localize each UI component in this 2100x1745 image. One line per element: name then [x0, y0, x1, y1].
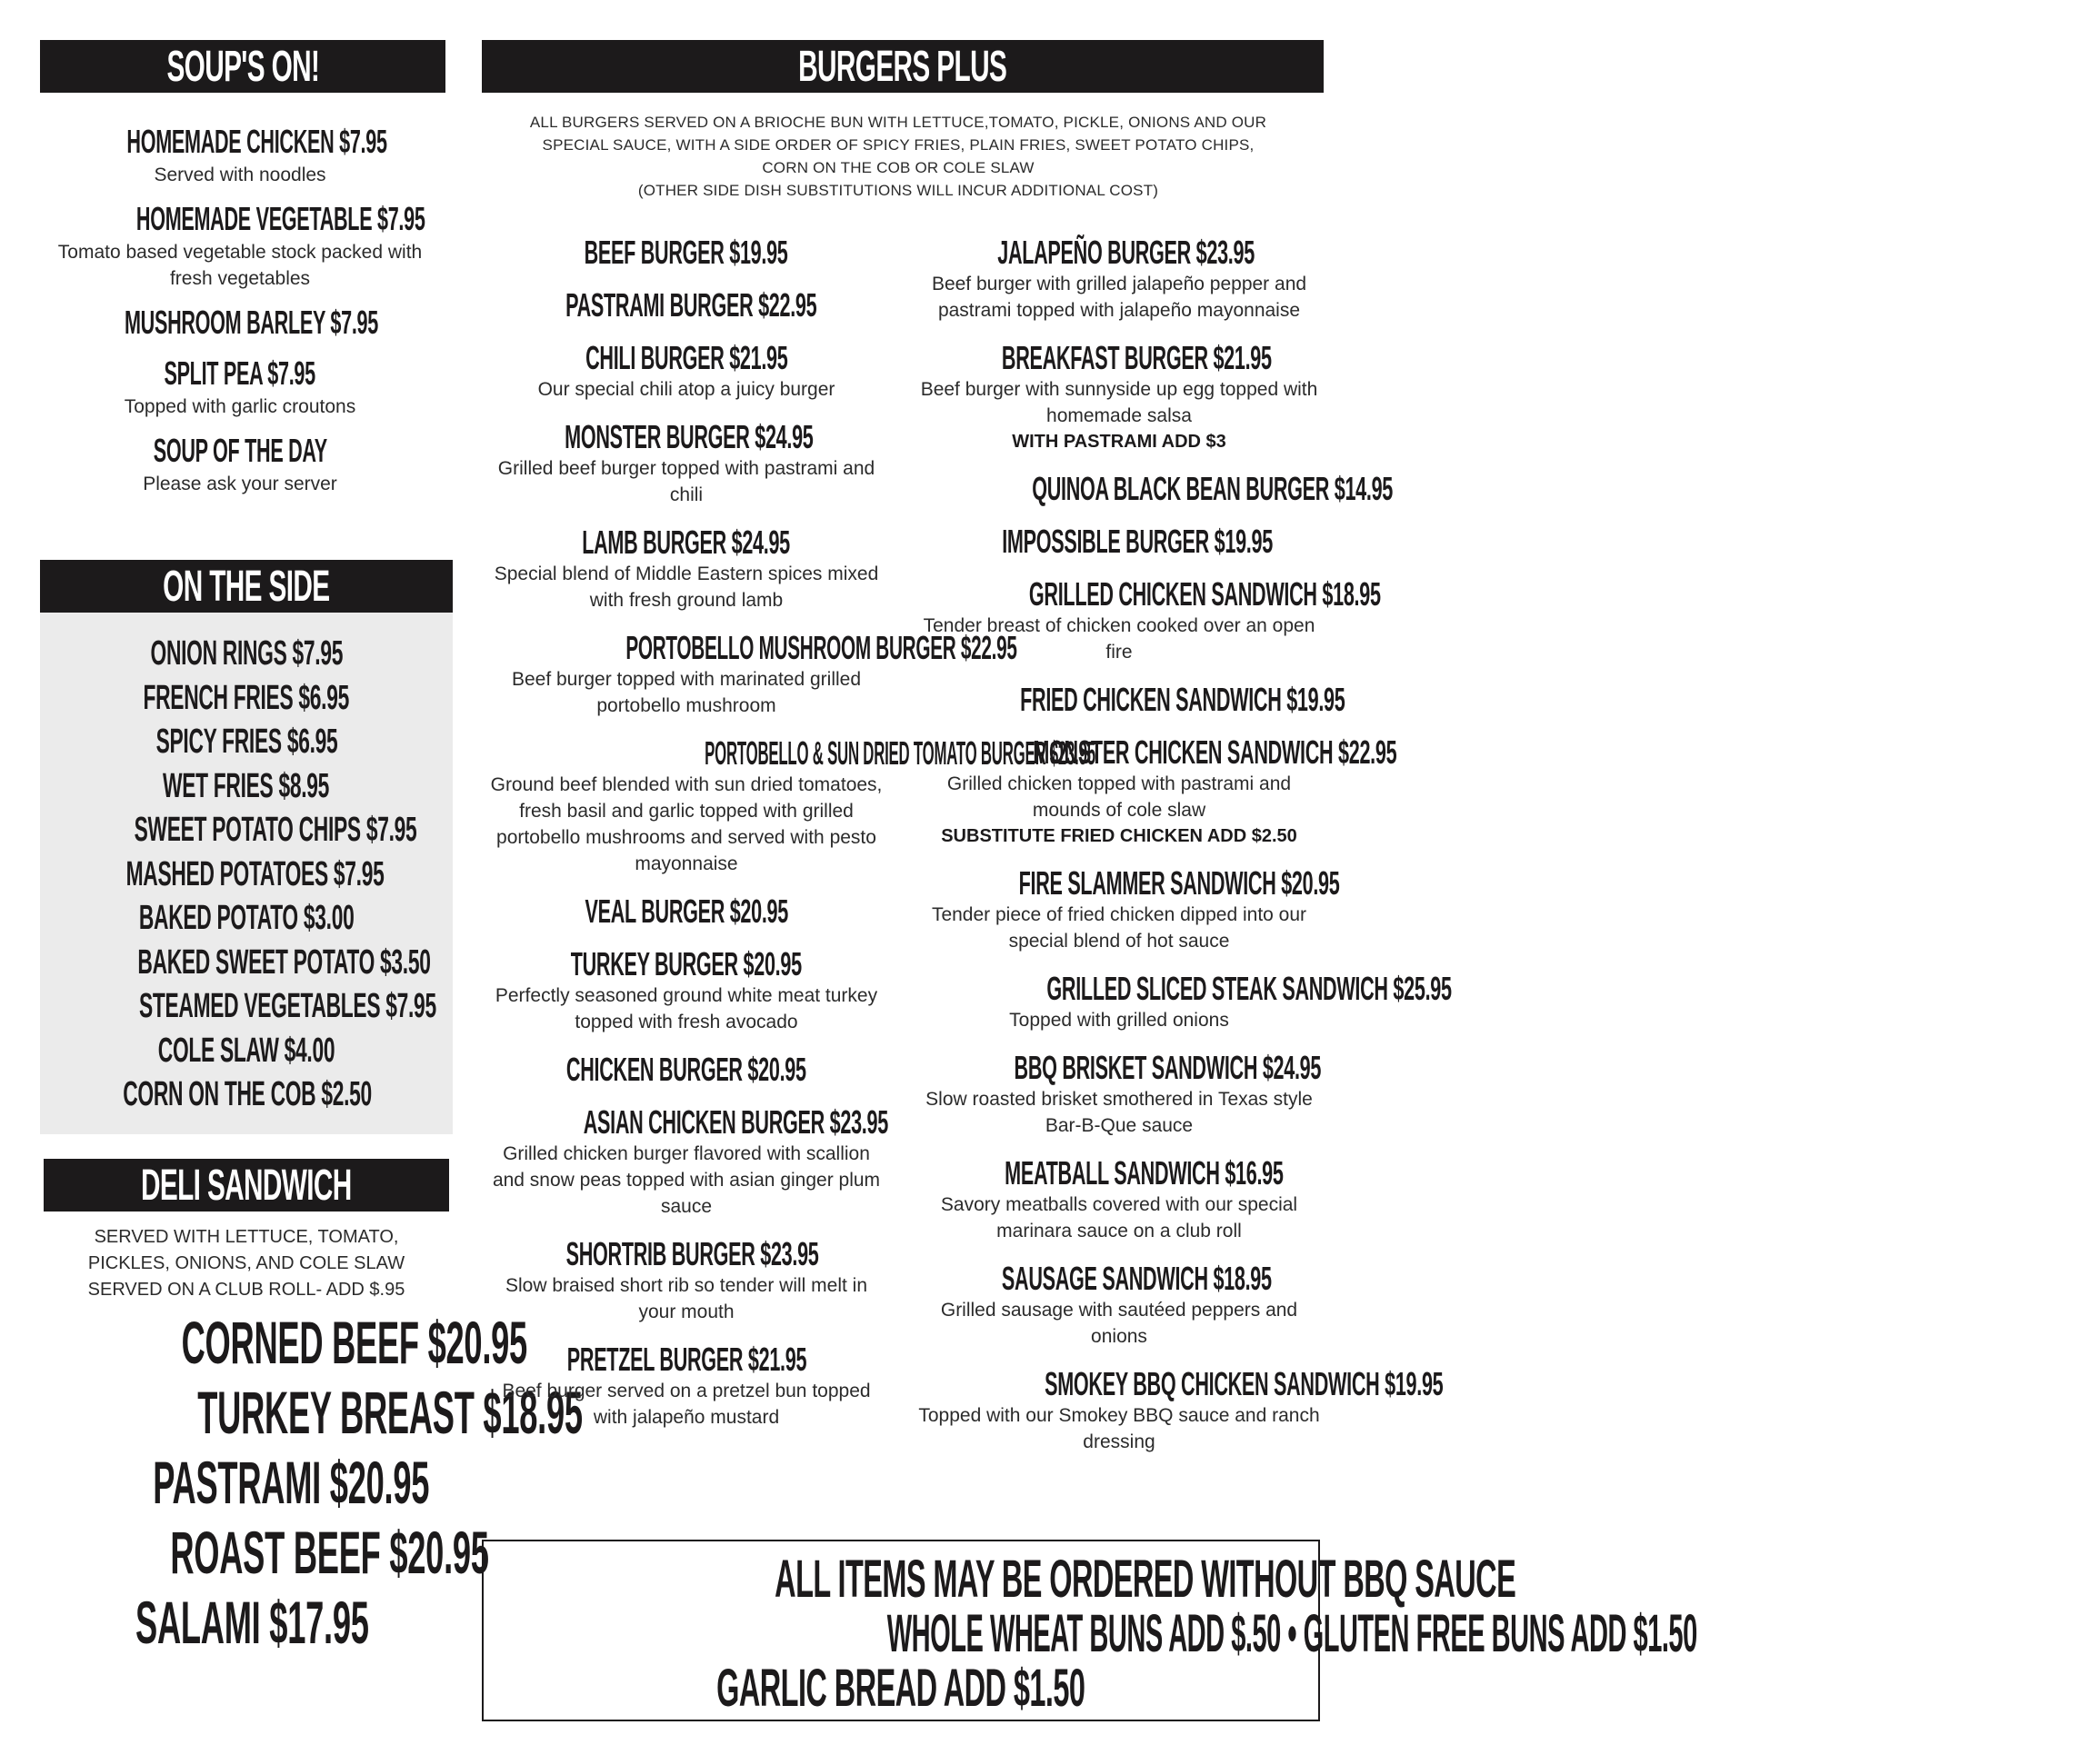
menu-item [912, 970, 1452, 1033]
menu-item-name-text: GRILLED SLICED STEAK SANDWICH $25.95 [1046, 970, 1452, 1007]
side-item [40, 942, 453, 990]
side-banner-title: ON THE SIDE [163, 562, 330, 611]
side-item-text: ONION RINGS $7.95 [150, 634, 343, 673]
side-item [40, 901, 453, 945]
footer-line [484, 1550, 1516, 1609]
menu-item-name-text: SOUP OF THE DAY [153, 432, 327, 469]
menu-item-name-text: QUINOA BLACK BEAN BURGER $14.95 [1032, 470, 1394, 507]
burgers-banner [482, 40, 1324, 93]
menu-item-name-text: LAMB BURGER $24.95 [582, 524, 791, 561]
menu-item [912, 339, 1326, 454]
menu-item-name-text: MUSHROOM BARLEY $7.95 [124, 304, 378, 341]
menu-item [912, 470, 1394, 507]
menu-item-description: Topped with our Smokey BBQ sauce and ranch dressing [918, 1405, 1320, 1452]
menu-item-description: Grilled chicken topped with pastrami and mounds of cole slaw [946, 773, 1292, 821]
footer-line [484, 1661, 1318, 1716]
menu-item-name [40, 200, 440, 239]
side-item [40, 766, 453, 813]
footer-notice-box [482, 1540, 1697, 1721]
menu-item [912, 1365, 1444, 1455]
side-item [40, 854, 453, 902]
menu-item [912, 1049, 1326, 1139]
menu-item-description: Beef burger with sunnyside up egg topped with homemade salsa [920, 379, 1318, 426]
deli-note-line: PICKLES, ONIONS, AND COLE SLAW [87, 1253, 405, 1273]
menu-item-name-text: PORTOBELLO & SUN DRIED TOMATO BURGER $23.95 [705, 734, 1095, 772]
side-item-text: MASHED POTATOES $7.95 [125, 854, 385, 893]
soup-banner-title: SOUP'S ON! [166, 42, 319, 91]
menu-item-name-text: FIRE SLAMMER SANDWICH $20.95 [1018, 864, 1340, 902]
menu-item-name-text: FRIED CHICKEN SANDWICH $19.95 [1020, 681, 1345, 718]
menu-item-name-text: BBQ BRISKET SANDWICH $24.95 [1014, 1049, 1322, 1086]
menu-item [482, 286, 891, 324]
menu-item-name [912, 1154, 1326, 1192]
menu-item-name [912, 1049, 1326, 1086]
menu-item-name [482, 1343, 891, 1378]
menu-item-name-text: PORTOBELLO MUSHROOM BURGER $22.95 [625, 629, 1017, 666]
deli-item-text: TURKEY BREAST $18.95 [197, 1379, 583, 1446]
deli-item [40, 1309, 527, 1382]
menu-item-name-text: MONSTER CHICKEN SANDWICH $22.95 [1033, 733, 1397, 771]
menu-item [40, 125, 440, 188]
menu-item-name [482, 1103, 891, 1141]
menu-item [482, 1053, 891, 1088]
menu-item-name-text: CHICKEN BURGER $20.95 [566, 1051, 806, 1088]
menu-item-description: Beef burger served on a pretzel bun topped with jalapeño mustard [502, 1381, 871, 1428]
menu-item-name [912, 1262, 1326, 1297]
menu-item [912, 575, 1381, 665]
menu-item-name [912, 970, 1452, 1007]
menu-item-description: Served with noodles [154, 165, 326, 185]
menu-item-name-text: TURKEY BURGER $20.95 [570, 945, 803, 982]
deli-item-text: PASTRAMI $20.95 [153, 1449, 430, 1516]
burgers-note-line: SPECIAL SAUCE, WITH A SIDE ORDER OF SPICY FRIES, PLAIN FRIES, SWEET POTATO CHIPS, [542, 136, 1255, 154]
menu-item [482, 734, 1095, 877]
menu-item-name [912, 575, 1381, 613]
deli-item-text: ROAST BEEF $20.95 [170, 1519, 489, 1586]
deli-item-text: CORNED BEEF $20.95 [181, 1309, 527, 1376]
side-item [40, 1033, 453, 1078]
menu-item [912, 733, 1397, 849]
menu-item [482, 339, 891, 403]
menu-item-addon: SUBSTITUTE FRIED CHICKEN ADD $2.50 [941, 826, 1297, 846]
deli-item-text: SALAMI $17.95 [135, 1589, 369, 1656]
side-item [40, 636, 453, 681]
menu-item [482, 945, 891, 1035]
side-banner [40, 560, 453, 613]
menu-item-name [482, 236, 891, 271]
footer-line-text: ALL ITEMS MAY BE ORDERED WITHOUT BBQ SAUCE [775, 1550, 1516, 1609]
menu-item-name [482, 526, 891, 561]
side-item [40, 724, 453, 769]
menu-item [912, 1262, 1326, 1350]
menu-item-name [40, 434, 440, 471]
soup-banner [40, 40, 445, 93]
side-item-text: SPICY FRIES $6.95 [155, 723, 337, 761]
side-item-text: FRENCH FRIES $6.95 [143, 678, 350, 717]
side-item-text: SWEET POTATO CHIPS $7.95 [134, 811, 417, 849]
menu-item-name [482, 418, 891, 455]
deli-note-line: SERVED ON A CLUB ROLL- ADD $.95 [87, 1280, 405, 1300]
side-item-text: WET FRIES $8.95 [163, 766, 330, 805]
menu-item-description: Slow roasted brisket smothered in Texas style Bar-B-Que sauce [925, 1089, 1313, 1136]
side-item [40, 1077, 453, 1122]
menu-item-description: Beef burger with grilled jalapeño pepper and pastrami topped with jalapeño mayonnaise [931, 274, 1307, 321]
menu-item-addon: WITH PASTRAMI ADD $3 [1012, 432, 1226, 452]
menu-item [482, 418, 891, 508]
menu-item-name-text: HOMEMADE VEGETABLE $7.95 [135, 200, 425, 237]
burgers-right-column [912, 234, 1452, 1473]
menu-item-description: Tender breast of chicken cooked over an open fire [923, 615, 1315, 663]
menu-item-name-text: BEEF BURGER $19.95 [585, 234, 788, 271]
footer-line [484, 1604, 1697, 1663]
deli-item [40, 1589, 449, 1662]
menu-item-name [482, 734, 1095, 772]
menu-item-name [482, 892, 891, 930]
menu-item-name [40, 306, 440, 343]
deli-item [40, 1519, 489, 1592]
menu-item-description: Perfectly seasoned ground white meat turkey topped with fresh avocado [495, 985, 878, 1032]
burgers-banner-title: BURGERS PLUS [798, 42, 1007, 91]
menu-item-description: Please ask your server [143, 474, 337, 494]
menu-item-description: Special blend of Middle Eastern spices mixed with fresh ground lamb [494, 563, 879, 611]
menu-item-name-text: CHILI BURGER $21.95 [585, 339, 788, 376]
menu-item [912, 525, 1326, 560]
menu-item-name [482, 1235, 891, 1272]
menu-item-name-text: SPLIT PEA $7.95 [164, 354, 316, 392]
menu-item-description: Tender piece of fried chicken dipped into our special blend of hot sauce [931, 904, 1307, 952]
menu-item-name [912, 1365, 1444, 1402]
menu-item-description: Tomato based vegetable stock packed with fresh vegetables [57, 242, 423, 289]
burgers-note-line: CORN ON THE COB OR COLE SLAW [762, 159, 1035, 176]
side-item-text: BAKED POTATO $3.00 [138, 899, 355, 937]
menu-item [40, 434, 440, 497]
menu-item [482, 1235, 891, 1325]
menu-item-description: Grilled sausage with sautéed peppers and onions [940, 1300, 1298, 1347]
burgers-note [482, 111, 1315, 202]
menu-item [482, 526, 891, 613]
menu-item-name [482, 339, 891, 376]
menu-item [912, 864, 1340, 954]
menu-item-name-text: BREAKFAST BURGER $21.95 [1001, 339, 1272, 376]
side-item-text: CORN ON THE COB $2.50 [123, 1075, 372, 1113]
menu-item-name [912, 864, 1340, 902]
side-item [40, 989, 453, 1033]
menu-item [40, 200, 440, 292]
menu-item [912, 1154, 1326, 1244]
menu-item [40, 306, 440, 343]
menu-item-name [482, 286, 891, 324]
side-item-text: COLE SLAW $4.00 [157, 1031, 335, 1070]
deli-banner [44, 1159, 449, 1212]
soup-section [40, 125, 440, 512]
menu-item-name-text: IMPOSSIBLE BURGER $19.95 [1002, 523, 1273, 560]
menu-item-description: Grilled chicken burger flavored with scallion and snow peas topped with asian ginger plum sauce [492, 1143, 881, 1217]
menu-item [482, 629, 1017, 719]
menu-item-name-text: PASTRAMI BURGER $22.95 [565, 286, 817, 324]
menu-item [482, 1103, 891, 1220]
menu-item-name [912, 339, 1326, 376]
menu-item-description: Savory meatballs covered with our special marinara sauce on a club roll [940, 1194, 1298, 1241]
menu-item [482, 1343, 891, 1431]
deli-note-line: SERVED WITH LETTUCE, TOMATO, [94, 1227, 399, 1247]
menu-item [912, 236, 1326, 324]
side-item [40, 813, 453, 857]
menu-item-name-text: MONSTER BURGER $24.95 [565, 418, 814, 455]
menu-item [912, 681, 1345, 718]
menu-item [482, 892, 891, 930]
side-list [40, 636, 453, 1122]
menu-item-name [912, 236, 1326, 271]
menu-item-name-text: SAUSAGE SANDWICH $18.95 [1001, 1260, 1272, 1297]
menu-item-description: Grilled beef burger topped with pastrami and chili [497, 458, 875, 505]
menu-item-name [912, 733, 1397, 771]
deli-note [44, 1224, 449, 1303]
menu-item [40, 354, 440, 420]
burgers-note-line: (OTHER SIDE DISH SUBSTITUTIONS WILL INCUR ADDITIONAL COST) [637, 182, 1159, 199]
menu-item-name [40, 125, 440, 162]
side-item-text: STEAMED VEGETABLES $7.95 [138, 987, 436, 1025]
menu-item-description: Our special chili atop a juicy burger [537, 379, 835, 400]
menu-item-name-text: VEAL BURGER $20.95 [585, 892, 788, 930]
menu-item-description: Ground beef blended with sun dried tomatoes, fresh basil and garlic topped with grilled portobello mushrooms and served with pesto mayonnaise [490, 774, 883, 874]
menu-item-name [912, 681, 1345, 718]
side-item-text: BAKED SWEET POTATO $3.50 [137, 942, 431, 982]
menu-item-name-text: JALAPEÑO BURGER $23.95 [997, 234, 1255, 271]
menu-item-name [482, 629, 1017, 666]
menu-item-name-text: MEATBALL SANDWICH $16.95 [1005, 1154, 1284, 1192]
menu-item-name [482, 1053, 891, 1088]
deli-item [40, 1449, 449, 1522]
deli-item [40, 1379, 583, 1452]
deli-list [40, 1309, 583, 1662]
menu-item-name-text: HOMEMADE CHICKEN $7.95 [126, 123, 387, 160]
footer-line-text: GARLIC BREAD ADD $1.50 [716, 1659, 1085, 1718]
menu-item-description: Slow braised short rib so tender will melt in your mouth [505, 1275, 867, 1322]
burgers-left-column [482, 234, 1095, 1449]
menu-item [482, 236, 891, 271]
menu-item-name-text: PRETZEL BURGER $21.95 [566, 1341, 806, 1378]
menu-item-description: Topped with grilled onions [1009, 1010, 1229, 1031]
menu-item-name [912, 470, 1394, 507]
menu-item-name-text: SMOKEY BBQ CHICKEN SANDWICH $19.95 [1045, 1365, 1444, 1402]
burgers-note-line: ALL BURGERS SERVED ON A BRIOCHE BUN WITH LETTUCE,TOMATO, PICKLE, ONIONS AND OUR [529, 114, 1267, 131]
menu-item-name [912, 525, 1326, 560]
menu-item-name [482, 945, 891, 982]
menu-item-name-text: ASIAN CHICKEN BURGER $23.95 [583, 1103, 888, 1141]
menu-item-name [40, 354, 440, 394]
menu-item-description: Beef burger topped with marinated grilled portobello mushroom [511, 669, 862, 716]
menu-item-name-text: GRILLED CHICKEN SANDWICH $18.95 [1028, 575, 1381, 613]
footer-line-text: WHOLE WHEAT BUNS ADD $.50 • GLUTEN FREE BUNS ADD $1.50 [886, 1604, 1697, 1663]
menu-item-description: Topped with garlic croutons [124, 396, 356, 417]
deli-banner-title: DELI SANDWICH [141, 1161, 352, 1210]
side-item [40, 678, 453, 725]
menu-item-name-text: SHORTRIB BURGER $23.95 [565, 1235, 819, 1272]
